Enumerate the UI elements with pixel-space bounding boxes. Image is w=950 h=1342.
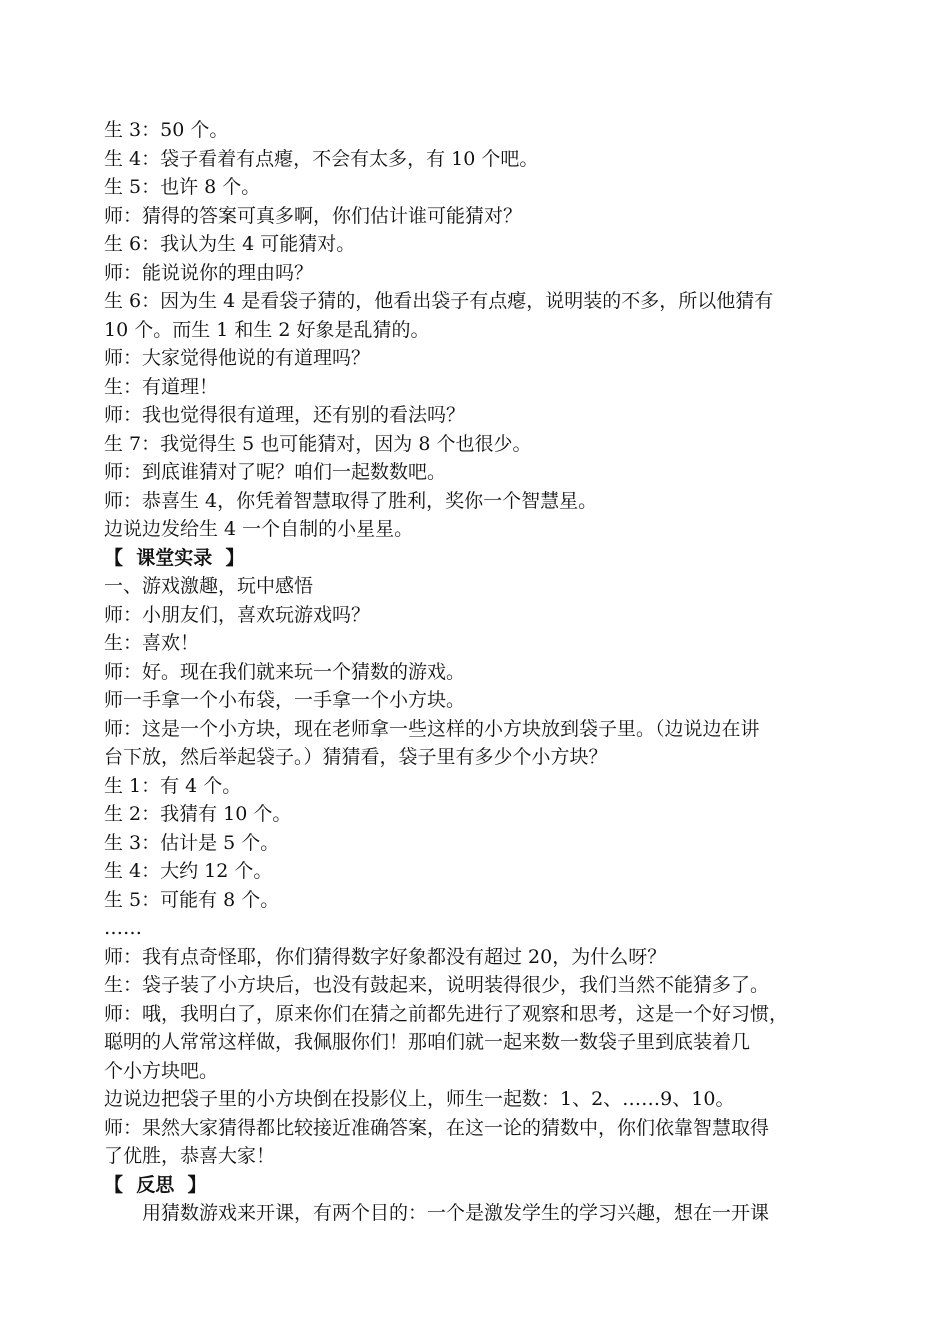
dialogue-line: 师：我也觉得很有道理，还有别的看法吗？ <box>104 404 466 426</box>
dialogue-line: 师：小朋友们，喜欢玩游戏吗？ <box>104 603 371 626</box>
dialogue-line: 边说边发给生 4 一个自制的小星星。 <box>104 518 414 540</box>
section-heading-classroom-record: 【 课堂实录 】 <box>104 546 245 569</box>
reflection-paragraph: 用猜数游戏来开课，有两个目的：一个是激发学生的学习兴趣，想在一开课 <box>142 1202 770 1224</box>
dialogue-line: 生 3：50 个。 <box>104 119 229 141</box>
paragraph-line: 台下放，然后举起袋子。）猜猜看，袋子里有多少个小方块？ <box>104 746 608 768</box>
paragraph-line: 生 6：因为生 4 是看袋子猜的，他看出袋子有点瘪，说明装的不多，所以他猜有 <box>104 290 774 312</box>
dialogue-line: 生：袋子装了小方块后，也没有鼓起来，说明装得很少，我们当然不能猜多了。 <box>104 974 770 996</box>
dialogue-line: 生 5：可能有 8 个。 <box>104 888 280 911</box>
paragraph-line: 个小方块吧。 <box>104 1059 219 1082</box>
dialogue-line: 生：喜欢！ <box>104 632 200 654</box>
paragraph-line: 师：哦，我明白了，原来你们在猜之前都先进行了观察和思考，这是一个好习惯， <box>104 1002 789 1025</box>
dialogue-line: 师：大家觉得他说的有道理吗？ <box>104 347 371 369</box>
conclusion-paragraph <box>104 1114 854 1171</box>
teacher-instruction-paragraph <box>104 715 854 772</box>
dialogue-line: 生 3：估计是 5 个。 <box>104 831 280 854</box>
counting-line: 边说边把袋子里的小方块倒在投影仪上，师生一起数：1、2、……9、10。 <box>104 1088 735 1110</box>
dialogue-line: 生 6：我认为生 4 可能猜对。 <box>104 233 356 255</box>
dialogue-line: 生 4：袋子看着有点瘪，不会有太多，有 10 个吧。 <box>104 147 539 170</box>
dialogue-line: 生 4：大约 12 个。 <box>104 860 273 882</box>
dialogue-line: 生：有道理！ <box>104 375 219 398</box>
teacher-praise-paragraph <box>104 1000 854 1086</box>
dialogue-line: 师：猜得的答案可真多啊，你们估计谁可能猜对？ <box>104 204 523 227</box>
paragraph-line: 10 个。而生 1 和生 2 好象是乱猜的。 <box>104 318 430 341</box>
paragraph-line: 师：这是一个小方块，现在老师拿一些这样的小方块放到袋子里。（边说边在讲 <box>104 717 760 740</box>
dialogue-line: 师：恭喜生 4，你凭着智慧取得了胜利，奖你一个智慧星。 <box>104 489 598 512</box>
dialogue-line: 生 7：我觉得生 5 也可能猜对，因为 8 个也很少。 <box>104 432 532 455</box>
dialogue-line: 师一手拿一个小布袋，一手拿一个小方块。 <box>104 689 466 711</box>
dialogue-line: 生 2：我猜有 10 个。 <box>104 803 292 825</box>
paragraph-line: 师：果然大家猜得都比较接近准确答案，在这一论的猜数中，你们依靠智慧取得 <box>104 1116 770 1139</box>
subsection-title: 一、游戏激趣，玩中感悟 <box>104 575 314 597</box>
ellipsis-line: …… <box>104 917 142 939</box>
document-page <box>104 116 854 1228</box>
paragraph-line: 了优胜，恭喜大家！ <box>104 1145 276 1167</box>
dialogue-line: 师：我有点奇怪耶，你们猜得数字好象都没有超过 20，为什么呀？ <box>104 945 667 968</box>
dialogue-line: 生 1：有 4 个。 <box>104 774 242 797</box>
dialogue-line: 师：到底谁猜对了呢？咱们一起数数吧。 <box>104 461 447 483</box>
dialogue-line: 师：好。现在我们就来玩一个猜数的游戏。 <box>104 660 466 683</box>
paragraph-line: 聪明的人常常这样做，我佩服你们！那咱们就一起来数一数袋子里到底装着几 <box>104 1031 751 1053</box>
dialogue-line: 师：能说说你的理由吗？ <box>104 261 314 284</box>
dialogue-line: 生 5：也许 8 个。 <box>104 176 261 198</box>
section-heading-reflection: 【 反思 】 <box>104 1173 207 1196</box>
student6-reason-paragraph <box>104 287 854 344</box>
